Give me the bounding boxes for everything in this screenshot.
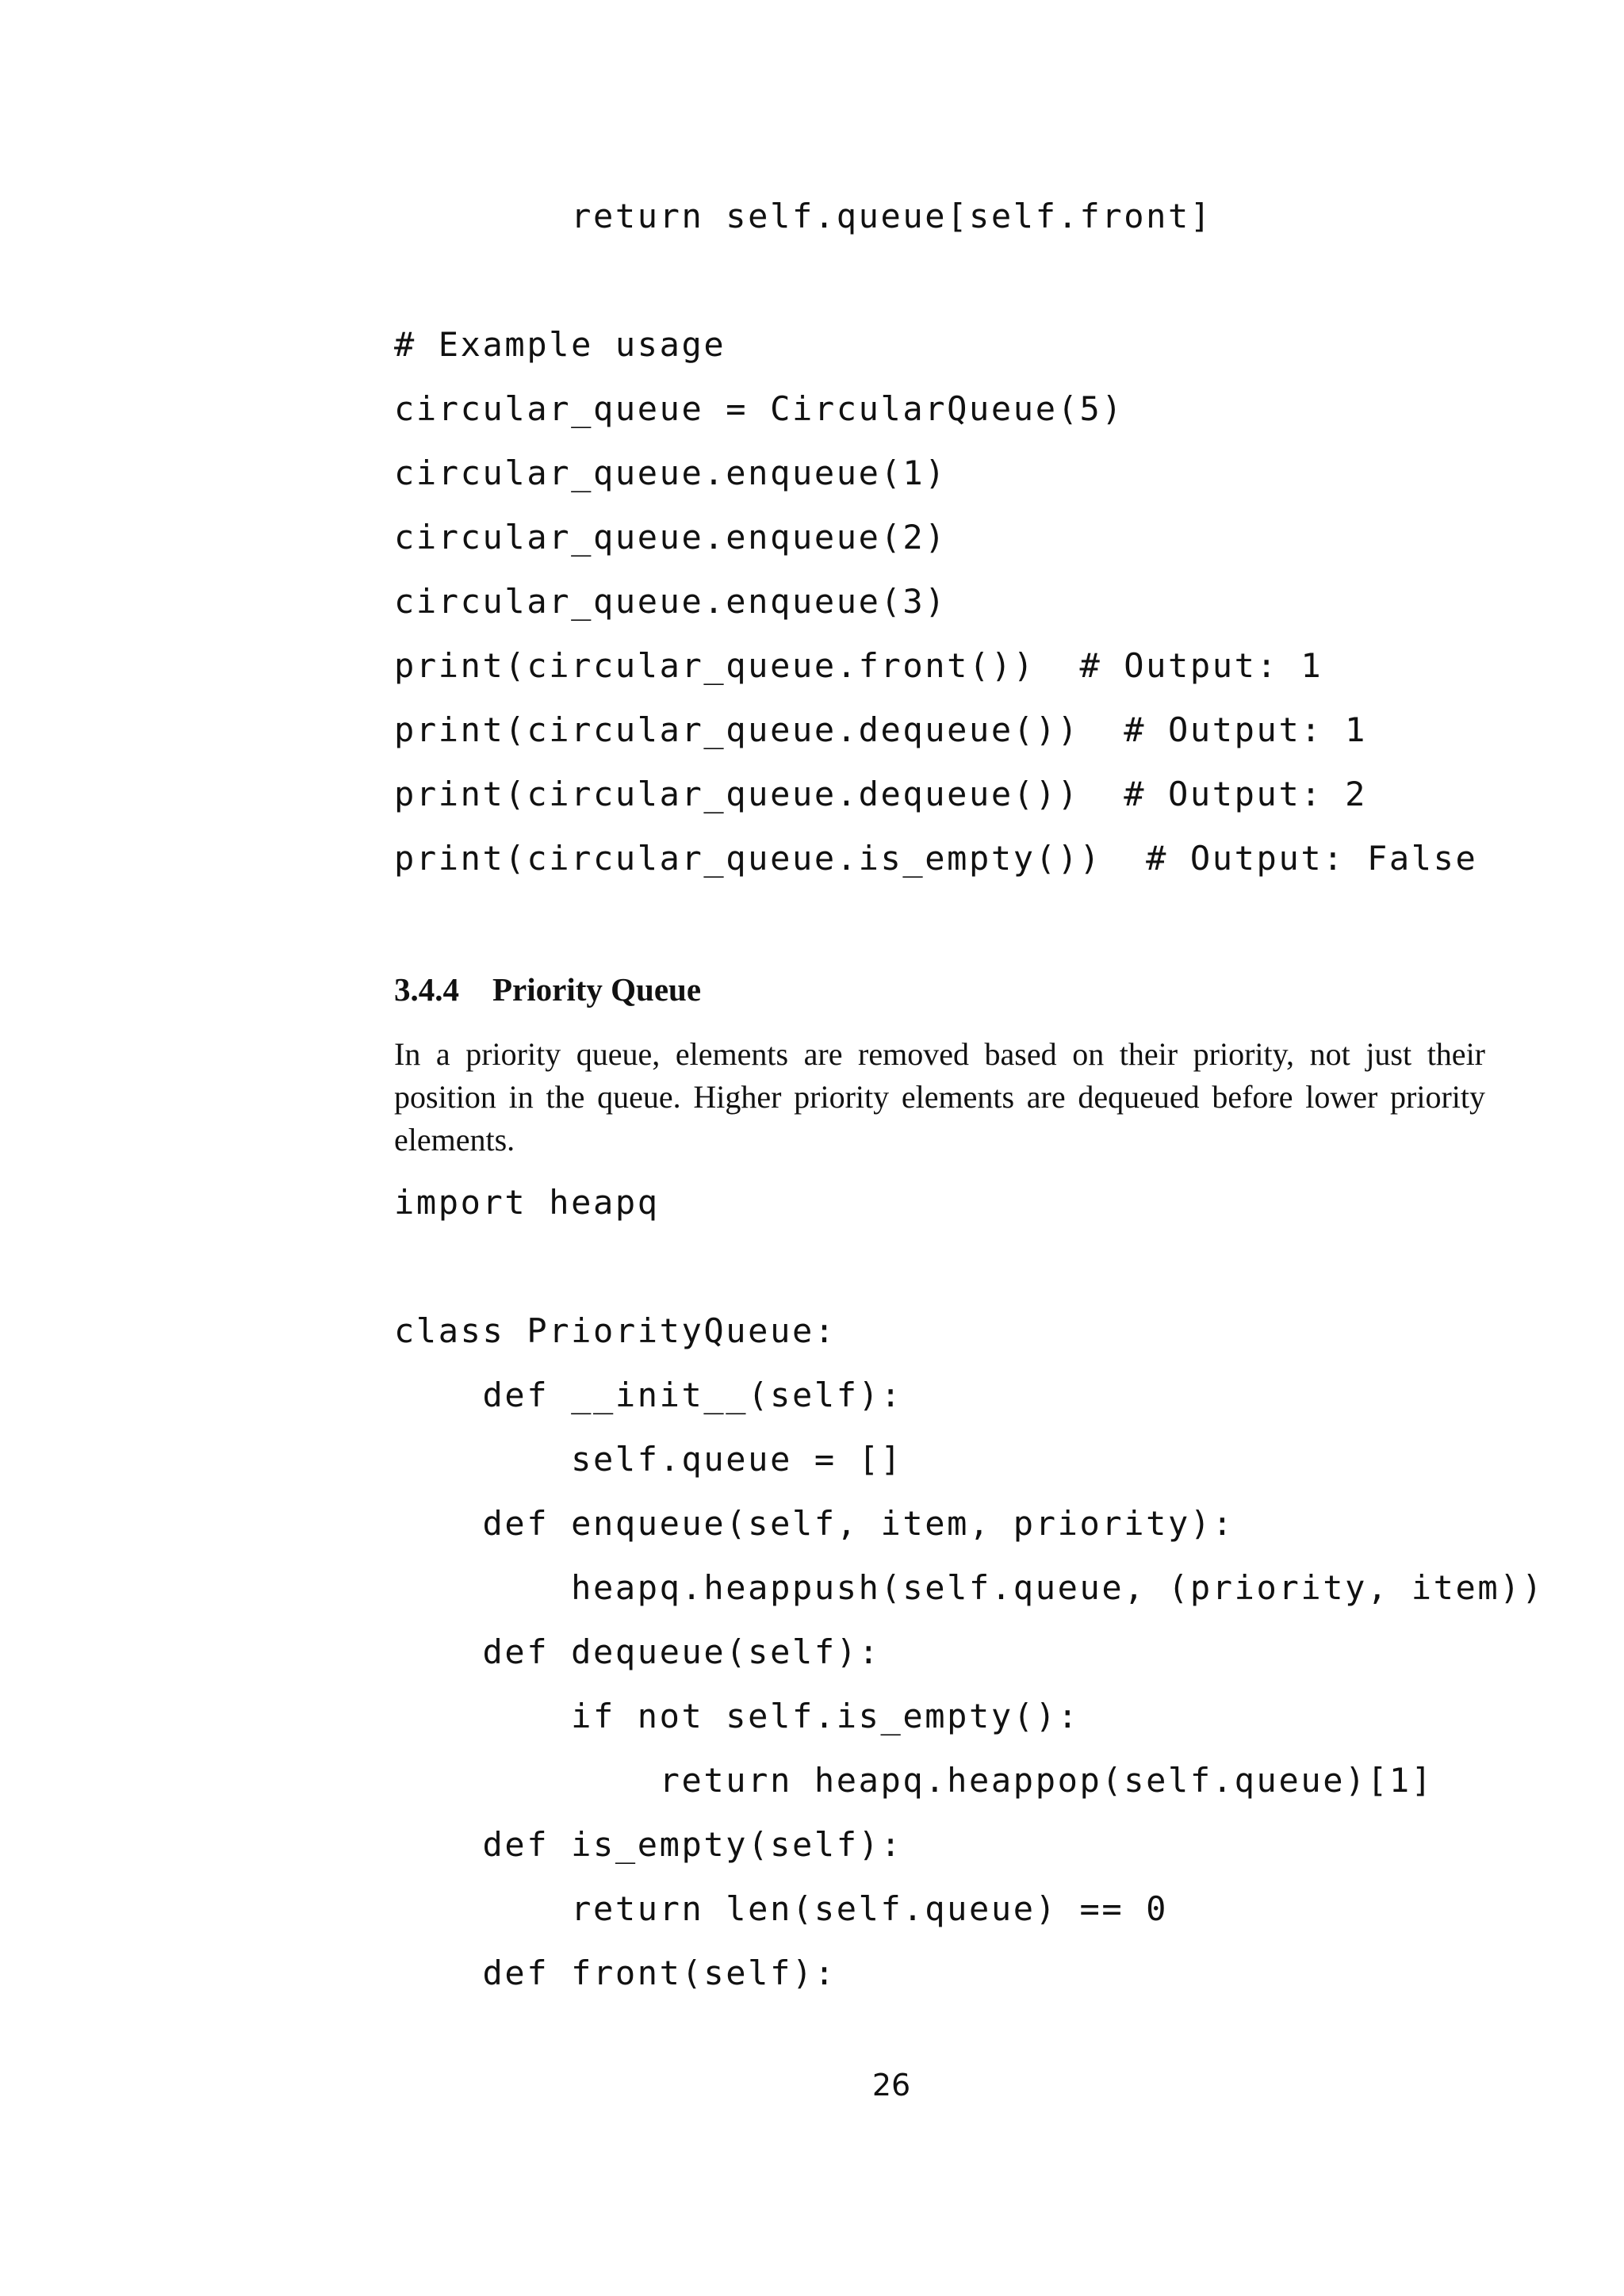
code-line: if not self.is_empty(): — [394, 1697, 1080, 1735]
code-line: print(circular_queue.dequeue()) # Output: 1 — [394, 710, 1367, 749]
code-line: print(circular_queue.dequeue()) # Output: 2 — [394, 775, 1367, 813]
section-paragraph: In a priority queue, elements are removed based on their priority, not just their position in the queue. Higher priority elements are dequeued before lower priority elements. — [394, 1036, 1485, 1158]
section-number: 3.4.4 — [394, 971, 459, 1008]
code-line: return heapq.heappop(self.queue)[1] — [394, 1761, 1434, 1800]
code-line: heapq.heappush(self.queue, (priority, item)) — [394, 1568, 1545, 1607]
code-line: circular_queue = CircularQueue(5) — [394, 389, 1124, 428]
code-line: self.queue = [] — [394, 1440, 903, 1479]
code-line: def is_empty(self): — [394, 1825, 903, 1864]
code-line: def enqueue(self, item, priority): — [394, 1504, 1235, 1543]
code-line: def __init__(self): — [394, 1376, 903, 1414]
code-line: print(circular_queue.is_empty()) # Output: False — [394, 839, 1478, 878]
code-line: # Example usage — [394, 325, 726, 364]
page-number: 26 — [871, 2068, 911, 2103]
code-line: import heapq — [394, 1183, 660, 1222]
section-heading — [394, 967, 701, 1012]
code-line: def front(self): — [394, 1954, 837, 1992]
code-line: circular_queue.enqueue(2) — [394, 518, 948, 557]
code-line: print(circular_queue.front()) # Output: 1 — [394, 646, 1323, 685]
code-line: return len(self.queue) == 0 — [394, 1889, 1169, 1928]
code-line: circular_queue.enqueue(1) — [394, 453, 948, 492]
code-line: def dequeue(self): — [394, 1632, 881, 1671]
code-line: return self.queue[self.front] — [394, 197, 1212, 235]
code-line: circular_queue.enqueue(3) — [394, 582, 948, 621]
section-title: Priority Queue — [492, 971, 702, 1008]
code-line: class PriorityQueue: — [394, 1311, 837, 1350]
